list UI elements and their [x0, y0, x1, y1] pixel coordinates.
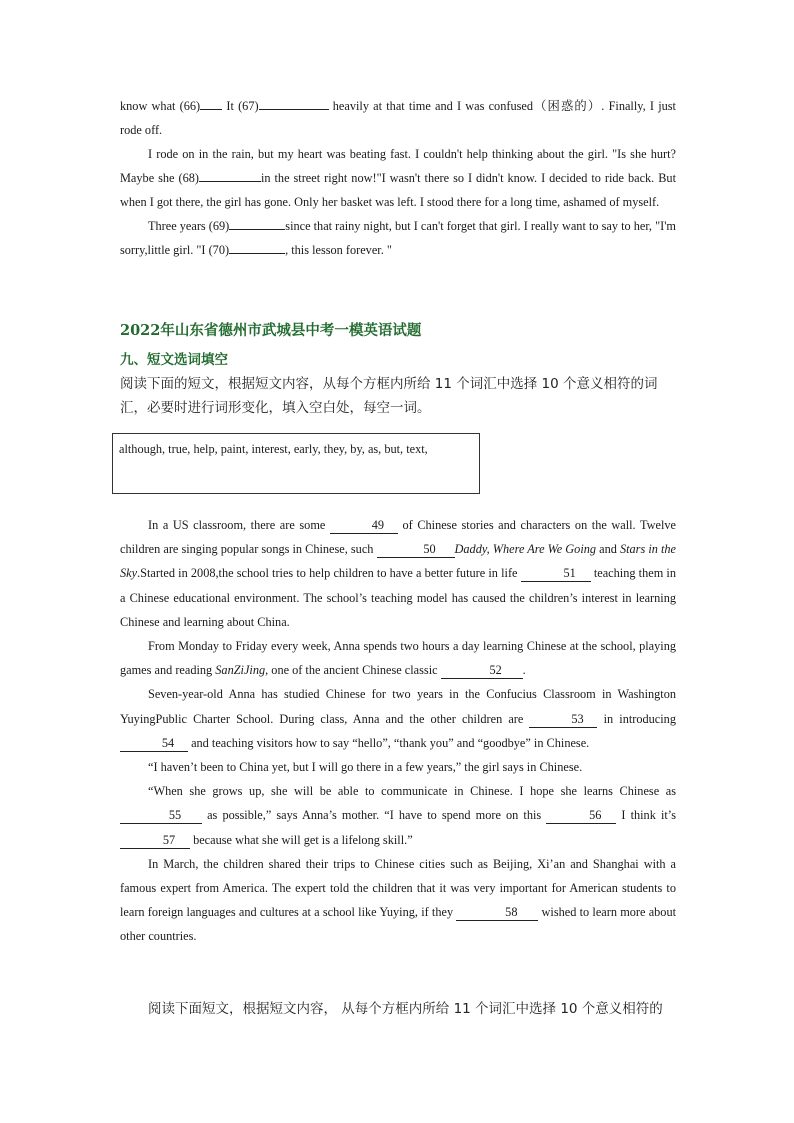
answer-blank-69[interactable]: [229, 229, 285, 230]
answer-blank-57[interactable]: 57: [120, 832, 190, 849]
cloze-paragraph-3: Seven-year-old Anna has studied Chinese for two years in the Confucius Classroom in Washington YuyingPublic Charter School. During class, Anna and the other children are 53 in introducing 54 and teaching visitors how to say “hello”, “thank you” and “goodbye” in Chinese.: [120, 687, 676, 750]
passage-paragraph-3: Three years (69) since that rainy night, but I can't forget that girl. I really want to say to her, "I'm sorry,little girl. "I (70) , this lesson forever. ": [120, 219, 676, 257]
cloze-paragraph-1: In a US classroom, there are some 49 of Chinese stories and characters on the wall. Twelve children are singing popular songs in Chinese, such 50 Daddy, Where Are We Going and Stars in the Sky.Started in 2008,the school tries to help children to have a better future in life 51 teaching them in a Chinese educational environment. The school’s teaching model has caused the children’s interest in learning Chinese and learning about China.: [120, 518, 676, 629]
top-passage: [120, 94, 676, 262]
answer-blank-52[interactable]: 52: [441, 662, 523, 679]
answer-blank-55[interactable]: 55: [120, 807, 202, 824]
answer-blank-70[interactable]: [229, 253, 285, 254]
cloze-passage: [120, 513, 676, 949]
cloze-paragraph-4: “I haven’t been to China yet, but I will go there in a few years,” the girl says in Chinese.: [148, 760, 583, 775]
passage-paragraph-1: know what (66) It (67) heavily at that time and I was confused（困惑的）. Finally, I just rode off.: [120, 99, 676, 137]
answer-blank-56[interactable]: 56: [546, 807, 616, 824]
cloze-paragraph-5: “When she grows up, she will be able to communicate in Chinese. I hope she learns Chinese as 55 as possible,” says Anna’s mother. “I have to spend more on this 56 I think it’s 57 because what she will get is a lifelong skill.”: [120, 779, 676, 852]
cloze-paragraph-6: In March, the children shared their trips to Chinese cities such as Beijing, Xi’an and Shanghai with a famous expert from America. The expert told the children that it was very important for American students to learn foreign languages and cultures at a school like Yuying, if they 58 wished to learn more about other countries.: [120, 856, 677, 944]
next-instruction-text: 阅读下面短文，根据短文内容， 从每个方框内所给 11 个词汇中选择 10 个意义相符的: [148, 1001, 663, 1017]
answer-blank-53[interactable]: 53: [529, 711, 597, 728]
passage-paragraph-2: I rode on in the rain, but my heart was beating fast. I couldn't help thinking about the girl. "Is she hurt? Maybe she (68) in the street right now!"I wasn't there so I didn't know. I decided to ride back. But when I got there, the girl has gone. Only her basket was left. I stood there for a long time, ashamed of myself.: [120, 147, 676, 209]
answer-blank-50[interactable]: 50: [377, 541, 455, 558]
section-title: 2022年山东省德州市武城县中考一模英语试题: [120, 322, 422, 339]
answer-blank-66[interactable]: [200, 109, 222, 110]
answer-blank-49[interactable]: 49: [330, 517, 398, 534]
cloze-paragraph-2: From Monday to Friday every week, Anna spends two hours a day learning Chinese at the school, playing games and reading SanZiJing, one of the ancient Chinese classic 52 .: [120, 639, 676, 678]
answer-blank-51[interactable]: 51: [521, 565, 591, 582]
section-subtitle: 九、短文选词填空: [120, 352, 228, 368]
answer-blank-68[interactable]: [199, 181, 261, 182]
instruction-text: 阅读下面的短文，根据短文内容，从每个方框内所给 11 个词汇中选择 10 个意义相符的词汇，必要时进行词形变化，填入空白处，每空一词。: [120, 376, 658, 416]
word-box: although, true, help, paint, interest, early, they, by, as, but, text,: [112, 433, 480, 494]
answer-blank-67[interactable]: [259, 109, 329, 110]
answer-blank-58[interactable]: 58: [456, 904, 538, 921]
answer-blank-54[interactable]: 54: [120, 735, 188, 752]
